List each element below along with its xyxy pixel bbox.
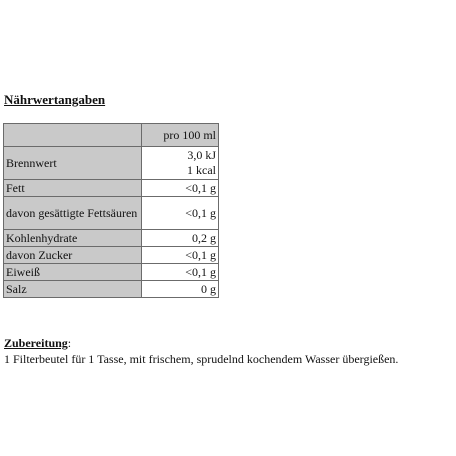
table-row [4,147,219,180]
row-value-salt: 0 g [142,281,219,298]
row-value-protein: <0,1 g [142,264,219,281]
row-label-saturated-fat: davon gesättigte Fettsäuren [4,197,142,230]
row-value-saturated-fat: <0,1 g [142,197,219,230]
header-per-100ml: pro 100 ml [142,124,219,147]
row-value-energy [142,147,219,180]
row-label-salt: Salz [4,281,142,298]
nutrition-heading: Nährwertangaben [4,92,106,107]
preparation-text: 1 Filterbeutel für 1 Tasse, mit frischem, sprudelnd kochendem Wasser übergießen. [4,352,399,366]
table-row [4,281,219,298]
table-row [4,264,219,281]
table-row [4,180,219,197]
row-label-sugar: davon Zucker [4,247,142,264]
row-value-fat: <0,1 g [142,180,219,197]
energy-kj: 3,0 kJ [187,148,216,162]
row-label-protein: Eiweiß [4,264,142,281]
row-value-sugar: <0,1 g [142,247,219,264]
energy-kcal: 1 kcal [187,163,216,177]
row-label-fat: Fett [4,180,142,197]
preparation-colon: : [67,336,72,350]
table-header-row [4,124,219,147]
table-row [4,197,219,230]
row-label-carbohydrates: Kohlenhydrate [4,230,142,247]
header-empty-cell [4,124,142,147]
table-row [4,247,219,264]
nutrition-table [3,123,219,298]
preparation-title: Zubereitung [4,336,68,350]
preparation-section [4,335,456,367]
row-value-carbohydrates: 0,2 g [142,230,219,247]
table-row [4,230,219,247]
row-label-energy: Brennwert [4,147,142,180]
